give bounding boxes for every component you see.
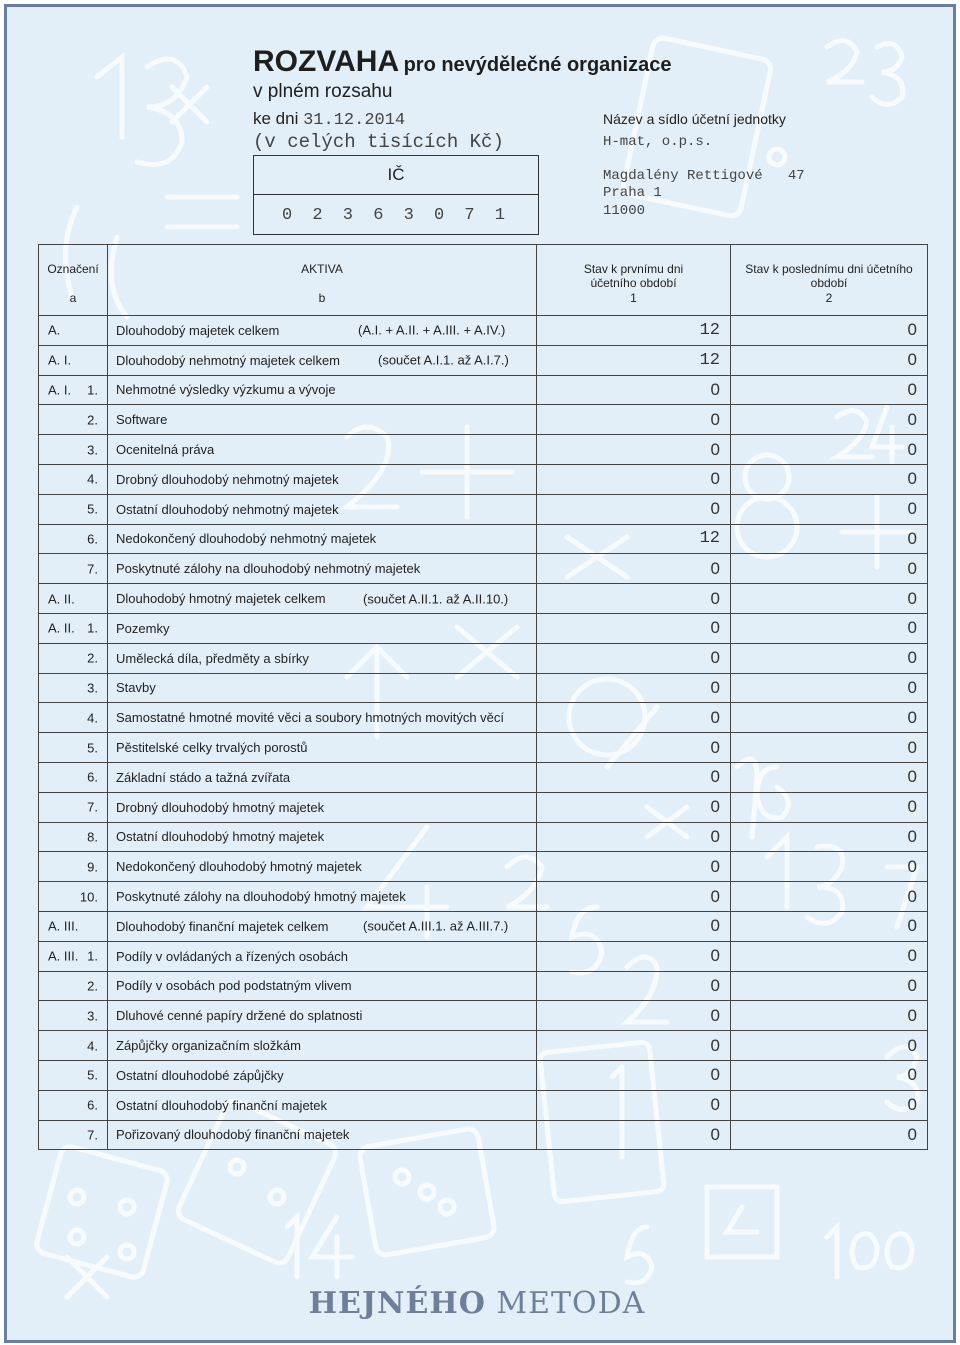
row-value-last: 0 <box>731 1090 928 1120</box>
row-value-last: 0 <box>731 703 928 733</box>
row-formula: (součet A.I.1. až A.I.7.) <box>378 352 509 368</box>
row-value-last: 0 <box>731 971 928 1001</box>
row-number: 6. <box>87 1097 98 1113</box>
row-code <box>39 435 108 465</box>
row-code <box>39 524 108 554</box>
row-item-name: Poskytnuté zálohy na dlouhodobý nehmotný majetek <box>116 561 421 577</box>
row-value-last: 0 <box>731 673 928 703</box>
logo-bold: HEJNÉHO <box>308 1286 486 1321</box>
row-code <box>39 554 108 584</box>
date-line <box>253 109 405 130</box>
document-subtitle: v plném rozsahu <box>253 81 393 102</box>
row-item <box>108 1001 537 1031</box>
row-item <box>108 941 537 971</box>
row-item-name: Drobný dlouhodobý nehmotný majetek <box>116 471 339 487</box>
row-level: A. I. <box>48 352 72 368</box>
row-code <box>39 852 108 882</box>
row-code <box>39 911 108 941</box>
row-value-last: 0 <box>731 941 928 971</box>
row-number: 1. <box>87 620 98 636</box>
row-value-first: 0 <box>537 733 731 763</box>
row-item <box>108 405 537 435</box>
table-row <box>39 1090 928 1120</box>
row-item <box>108 345 537 375</box>
row-number: 3. <box>87 442 98 458</box>
row-code <box>39 733 108 763</box>
row-code <box>39 316 108 346</box>
table-row <box>39 762 928 792</box>
table-row <box>39 405 928 435</box>
row-value-first: 0 <box>537 941 731 971</box>
row-value-first: 0 <box>537 822 731 852</box>
table-row <box>39 1120 928 1150</box>
header-last-label: Stav k poslednímu dni účetního období <box>745 262 913 290</box>
row-value-first: 0 <box>537 1031 731 1061</box>
header-first-label: Stav k prvnímu dni účetního období <box>583 262 684 290</box>
row-value-first: 0 <box>537 1090 731 1120</box>
row-value-first: 12 <box>537 316 731 346</box>
table-row <box>39 494 928 524</box>
row-item-name: Umělecká díla, předměty a sbírky <box>116 650 309 666</box>
row-item <box>108 673 537 703</box>
row-code <box>39 1060 108 1090</box>
row-number: 7. <box>87 1127 98 1143</box>
table-row <box>39 673 928 703</box>
row-number: 4. <box>87 471 98 487</box>
row-item-name: Dlouhodobý nehmotný majetek celkem <box>116 352 341 368</box>
table-row <box>39 345 928 375</box>
row-value-first: 0 <box>537 554 731 584</box>
row-level: A. I. <box>48 382 72 398</box>
row-item-name: Dlouhodobý hmotný majetek celkem <box>116 591 326 607</box>
row-value-last: 0 <box>731 494 928 524</box>
row-item <box>108 882 537 912</box>
row-level: A. II. <box>48 591 75 607</box>
row-value-last: 0 <box>731 554 928 584</box>
row-code <box>39 792 108 822</box>
row-code <box>39 1001 108 1031</box>
row-item-name: Nedokončený dlouhodobý nehmotný majetek <box>116 531 377 547</box>
row-number: 5. <box>87 501 98 517</box>
row-number: 2. <box>87 412 98 428</box>
row-value-last: 0 <box>731 1031 928 1061</box>
row-item-name: Pořizovaný dlouhodobý finanční majetek <box>116 1127 350 1143</box>
table-header-row <box>39 245 928 316</box>
row-item <box>108 643 537 673</box>
row-code <box>39 613 108 643</box>
row-number: 9. <box>87 859 98 875</box>
row-value-last: 0 <box>731 375 928 405</box>
row-code <box>39 822 108 852</box>
row-value-first: 12 <box>537 524 731 554</box>
row-item-name: Podíly v ovládaných a řízených osobách <box>116 948 348 964</box>
table-row <box>39 613 928 643</box>
header-name <box>108 245 537 316</box>
logo-rest: METODA <box>496 1286 646 1321</box>
row-item-name: Dluhové cenné papíry držené do splatnosti <box>116 1008 363 1024</box>
row-item <box>108 762 537 792</box>
table-row <box>39 584 928 614</box>
table-row <box>39 1031 928 1061</box>
table-row <box>39 435 928 465</box>
ic-box <box>253 155 539 235</box>
row-value-first: 0 <box>537 584 731 614</box>
row-number: 2. <box>87 978 98 994</box>
row-code <box>39 494 108 524</box>
header-name-label: AKTIVA <box>301 262 343 276</box>
table-row <box>39 792 928 822</box>
row-number: 3. <box>87 680 98 696</box>
row-code <box>39 882 108 912</box>
table-body <box>39 316 928 1150</box>
row-value-last: 0 <box>731 882 928 912</box>
row-item-name: Pěstitelské celky trvalých porostů <box>116 740 308 756</box>
row-formula: (součet A.II.1. až A.II.10.) <box>363 591 509 607</box>
row-value-last: 0 <box>731 464 928 494</box>
row-item-name: Pozemky <box>116 620 170 636</box>
row-item-name: Samostatné hmotné movité věci a soubory hmotných movitých věcí <box>116 710 505 726</box>
row-item-name: Zápůjčky organizačním složkám <box>116 1038 301 1054</box>
row-number: 5. <box>87 740 98 756</box>
row-value-first: 0 <box>537 1001 731 1031</box>
row-code <box>39 1120 108 1150</box>
balance-sheet-table <box>38 244 928 1150</box>
row-code <box>39 1031 108 1061</box>
entity-street: Magdalény Rettigové 47 <box>603 168 805 184</box>
header-code-label: Označení <box>47 262 99 276</box>
row-item <box>108 1031 537 1061</box>
header-name-sub: b <box>318 291 326 305</box>
hejneho-metoda-logo <box>7 1286 947 1321</box>
row-value-first: 0 <box>537 673 731 703</box>
row-number: 6. <box>87 531 98 547</box>
row-item <box>108 524 537 554</box>
row-code <box>39 643 108 673</box>
row-number: 6. <box>87 769 98 785</box>
row-code <box>39 703 108 733</box>
row-item-name: Drobný dlouhodobý hmotný majetek <box>116 799 325 815</box>
row-item-name: Ocenitelná práva <box>116 442 215 458</box>
table-row <box>39 911 928 941</box>
row-item-name: Ostatní dlouhodobý nehmotný majetek <box>116 501 339 517</box>
row-value-last: 0 <box>731 316 928 346</box>
row-code <box>39 375 108 405</box>
row-item-name: Ostatní dlouhodobý finanční majetek <box>116 1097 328 1113</box>
row-number: 7. <box>87 561 98 577</box>
row-value-first: 0 <box>537 703 731 733</box>
row-number: 4. <box>87 710 98 726</box>
row-number: 10. <box>79 889 98 905</box>
title-main: ROZVAHA <box>253 45 400 78</box>
row-value-last: 0 <box>731 1120 928 1150</box>
row-number: 8. <box>87 829 98 845</box>
row-item-name: Nedokončený dlouhodobý hmotný majetek <box>116 859 362 875</box>
row-value-first: 0 <box>537 792 731 822</box>
row-level: A. III. <box>48 918 79 934</box>
row-value-last: 0 <box>731 613 928 643</box>
table-row <box>39 822 928 852</box>
table-row <box>39 464 928 494</box>
row-formula: (A.I. + A.II. + A.III. + A.IV.) <box>358 322 506 338</box>
entity-label: Název a sídlo účetní jednotky <box>603 111 786 127</box>
table-row <box>39 1060 928 1090</box>
row-value-last: 0 <box>731 733 928 763</box>
row-item <box>108 1060 537 1090</box>
title-rest: pro nevýdělečné organizace <box>403 54 672 76</box>
row-number: 5. <box>87 1067 98 1083</box>
row-code <box>39 941 108 971</box>
entity-name: H-mat, o.p.s. <box>603 134 713 150</box>
row-code <box>39 345 108 375</box>
row-value-last: 0 <box>731 792 928 822</box>
table-row <box>39 524 928 554</box>
header-last-sub: 2 <box>825 291 833 305</box>
row-item-name: Ostatní dlouhodobý hmotný majetek <box>116 829 325 845</box>
row-value-first: 0 <box>537 971 731 1001</box>
row-item <box>108 554 537 584</box>
table-row <box>39 316 928 346</box>
row-value-last: 0 <box>731 822 928 852</box>
row-value-last: 0 <box>731 405 928 435</box>
row-code <box>39 762 108 792</box>
row-number: 7. <box>87 799 98 815</box>
row-value-first: 0 <box>537 1060 731 1090</box>
row-number: 1. <box>87 948 98 964</box>
row-value-first: 0 <box>537 464 731 494</box>
table-row <box>39 1001 928 1031</box>
row-level: A. II. <box>48 620 75 636</box>
row-value-last: 0 <box>731 643 928 673</box>
table-row <box>39 733 928 763</box>
table-row <box>39 852 928 882</box>
row-item <box>108 613 537 643</box>
ic-value: 0 2 3 6 3 0 7 1 <box>281 206 511 225</box>
row-code <box>39 1090 108 1120</box>
row-item-name: Dlouhodobý majetek celkem <box>116 322 280 338</box>
row-value-first: 0 <box>537 643 731 673</box>
units-note: (v celých tisících Kč) <box>253 131 504 153</box>
row-item <box>108 1090 537 1120</box>
row-number: 2. <box>87 650 98 666</box>
row-item-name: Ostatní dlouhodobé zápůjčky <box>116 1067 284 1083</box>
row-item <box>108 1120 537 1150</box>
header-last <box>731 245 928 316</box>
table-row <box>39 703 928 733</box>
row-value-first: 0 <box>537 375 731 405</box>
row-item-name: Poskytnuté zálohy na dlouhodobý hmotný majetek <box>116 889 406 905</box>
row-item-name: Základní stádo a tažná zvířata <box>116 769 291 785</box>
row-level: A. <box>48 322 61 338</box>
entity-city: Praha 1 <box>603 185 662 201</box>
row-value-last: 0 <box>731 911 928 941</box>
row-code <box>39 584 108 614</box>
row-number: 4. <box>87 1038 98 1054</box>
row-code <box>39 673 108 703</box>
row-item <box>108 822 537 852</box>
row-value-last: 0 <box>731 1001 928 1031</box>
row-value-first: 0 <box>537 1120 731 1150</box>
row-code <box>39 971 108 1001</box>
row-item <box>108 584 537 614</box>
row-number: 3. <box>87 1008 98 1024</box>
row-value-last: 0 <box>731 762 928 792</box>
row-item <box>108 703 537 733</box>
row-formula: (součet A.III.1. až A.III.7.) <box>363 918 509 934</box>
row-value-last: 0 <box>731 524 928 554</box>
entity-zip: 11000 <box>603 203 646 219</box>
table-row <box>39 971 928 1001</box>
header-first-sub: 1 <box>630 291 637 305</box>
row-item-name: Dlouhodobý finanční majetek celkem <box>116 918 329 934</box>
page-frame <box>4 4 956 1343</box>
row-value-last: 0 <box>731 852 928 882</box>
row-value-first: 0 <box>537 762 731 792</box>
row-item <box>108 435 537 465</box>
row-item <box>108 316 537 346</box>
date-prefix: ke dni <box>253 109 299 128</box>
table-row <box>39 375 928 405</box>
row-item <box>108 971 537 1001</box>
header-code <box>39 245 108 316</box>
row-item <box>108 852 537 882</box>
row-value-last: 0 <box>731 435 928 465</box>
row-value-last: 0 <box>731 345 928 375</box>
row-code <box>39 464 108 494</box>
row-number: 1. <box>87 382 98 398</box>
row-value-last: 0 <box>731 1060 928 1090</box>
row-value-first: 12 <box>537 345 731 375</box>
row-item <box>108 375 537 405</box>
row-value-first: 0 <box>537 911 731 941</box>
document-title <box>253 45 671 79</box>
row-item-name: Stavby <box>116 680 156 696</box>
row-item-name: Software <box>116 412 168 428</box>
row-item <box>108 911 537 941</box>
row-level: A. III. <box>48 948 79 964</box>
row-value-first: 0 <box>537 852 731 882</box>
report-date: 31.12.2014 <box>303 111 406 130</box>
table-row <box>39 643 928 673</box>
row-value-last: 0 <box>731 584 928 614</box>
row-value-first: 0 <box>537 435 731 465</box>
ic-label: IČ <box>254 156 538 195</box>
row-item-name: Nehmotné výsledky výzkumu a vývoje <box>116 382 336 398</box>
row-item <box>108 733 537 763</box>
table-row <box>39 941 928 971</box>
header-first <box>537 245 731 316</box>
row-value-first: 0 <box>537 613 731 643</box>
table-row <box>39 554 928 584</box>
header-code-sub: a <box>69 291 77 305</box>
row-code <box>39 405 108 435</box>
row-item <box>108 494 537 524</box>
table-row <box>39 882 928 912</box>
row-item-name: Podíly v osobách pod podstatným vlivem <box>116 978 352 994</box>
row-value-first: 0 <box>537 405 731 435</box>
row-item <box>108 792 537 822</box>
row-value-first: 0 <box>537 494 731 524</box>
row-item <box>108 464 537 494</box>
row-value-first: 0 <box>537 882 731 912</box>
